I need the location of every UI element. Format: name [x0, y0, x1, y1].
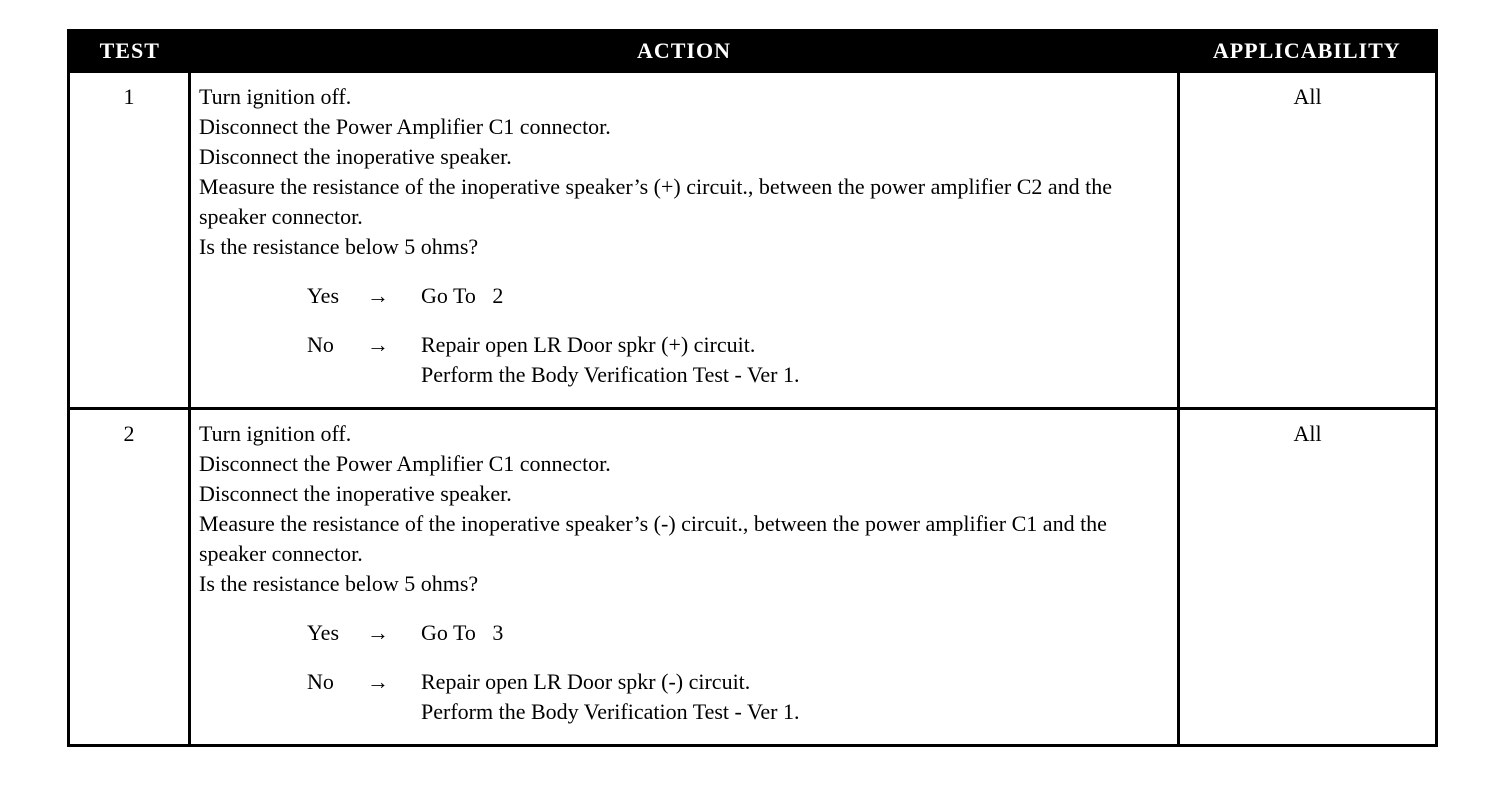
- yes-label: Yes: [307, 620, 340, 645]
- step-text: Measure the resistance of the inoperative speaker’s (-) circuit., between the power amplifier C1 and the speaker connector.: [199, 511, 1107, 566]
- right-arrow-icon: →: [367, 669, 389, 694]
- goto-text: Go To 3: [421, 620, 504, 645]
- repair-text: Repair open LR Door spkr (-) circuit.: [421, 669, 751, 694]
- right-arrow-icon: →: [367, 332, 389, 357]
- step-text: Disconnect the inoperative speaker.: [199, 481, 512, 506]
- step-text: Turn ignition off.: [199, 84, 352, 109]
- no-result: [421, 667, 800, 727]
- no-label: No: [307, 669, 334, 694]
- question-text: Is the resistance below 5 ohms?: [199, 234, 479, 259]
- test-number: 2: [69, 409, 190, 746]
- yes-outcome: [307, 281, 1169, 311]
- right-arrow-icon: →: [367, 620, 389, 645]
- question-text: Is the resistance below 5 ohms?: [199, 571, 479, 596]
- diagnostic-test-table: [67, 29, 1438, 747]
- test-number: 1: [69, 72, 190, 409]
- header-action: ACTION: [190, 31, 1179, 72]
- repair-text: Repair open LR Door spkr (+) circuit.: [421, 332, 756, 357]
- action-cell: [190, 409, 1179, 746]
- goto-text: Go To 2: [421, 283, 504, 308]
- no-outcome: [307, 330, 1169, 390]
- verification-text: Perform the Body Verification Test - Ver 1.: [421, 362, 800, 387]
- right-arrow-icon: →: [367, 283, 389, 308]
- no-label: No: [307, 332, 334, 357]
- test-row-2: [69, 409, 1437, 746]
- yes-result: [421, 618, 503, 648]
- no-result: [421, 330, 800, 390]
- table-header: [69, 31, 1437, 72]
- test-row-1: [69, 72, 1437, 409]
- header-applicability: APPLICABILITY: [1179, 31, 1437, 72]
- step-text: Turn ignition off.: [199, 421, 352, 446]
- yes-result: [421, 281, 503, 311]
- verification-text: Perform the Body Verification Test - Ver 1.: [421, 699, 800, 724]
- step-text: Disconnect the inoperative speaker.: [199, 144, 512, 169]
- no-outcome: [307, 667, 1169, 727]
- header-test: TEST: [69, 31, 190, 72]
- header-row: [69, 31, 1437, 72]
- step-text: Measure the resistance of the inoperative speaker’s (+) circuit., between the power amplifier C2 and the speaker connector.: [199, 174, 1113, 229]
- action-cell: [190, 72, 1179, 409]
- step-text: Disconnect the Power Amplifier C1 connector.: [199, 451, 611, 476]
- step-text: Disconnect the Power Amplifier C1 connector.: [199, 114, 611, 139]
- yes-label: Yes: [307, 283, 340, 308]
- applicability-cell: All: [1179, 409, 1437, 746]
- applicability-cell: All: [1179, 72, 1437, 409]
- yes-outcome: [307, 618, 1169, 648]
